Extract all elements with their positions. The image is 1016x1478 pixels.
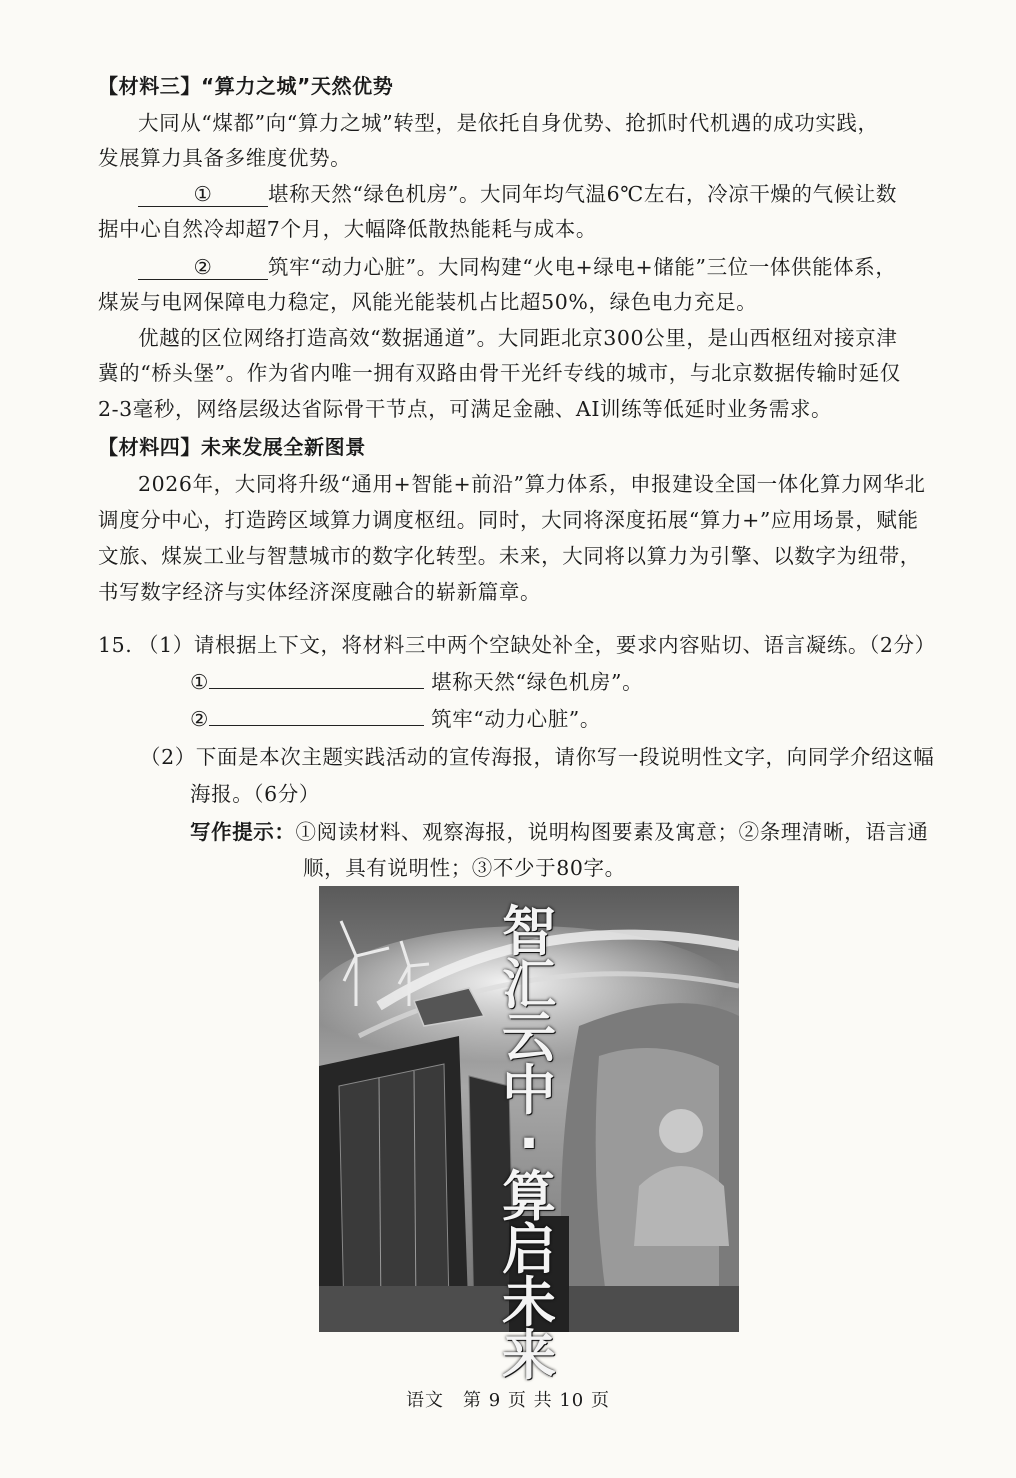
material4-paragraph-line: 2026年，大同将升级“通用+智能+前沿”算力体系，申报建设全国一体化算力网华北	[138, 472, 926, 496]
material3-paragraph-line: 煤炭与电网保障电力稳定，风能光能装机占比超50%，绿色电力充足。	[98, 290, 758, 314]
question-15-part2: 海报。（6分）	[190, 782, 320, 806]
answer-2-text: 筑牢“动力心脏”。	[431, 707, 601, 731]
material3-paragraph-line: 优越的区位网络打造高效“数据通道”。大同距北京300公里，是山西枢纽对接京津	[138, 326, 898, 350]
question-15-part2: （2）下面是本次主题实践活动的宣传海报，请你写一段说明性文字，向同学介绍这幅	[140, 745, 935, 769]
writing-hint-text: ①阅读材料、观察海报，说明构图要素及寓意；②条理清晰，语言通	[295, 820, 929, 844]
material4-paragraph-line: 文旅、煤炭工业与智慧城市的数字化转型。未来，大同将以算力为引擎、以数字为纽带，	[98, 544, 921, 568]
material3-paragraph-line: 冀的“桥头堡”。作为省内唯一拥有双路由骨干光纤专线的城市，与北京数据传输时延仅	[98, 361, 901, 385]
page-footer: 语文 第 9 页 共 10 页	[406, 1390, 610, 1411]
answer-1-marker: ①	[190, 670, 209, 694]
blank-1	[138, 182, 268, 207]
answer-1-blank[interactable]	[209, 688, 424, 689]
blank-2	[138, 255, 268, 280]
blank-2-marker: ②	[193, 255, 213, 279]
material3-heading: 【材料三】“算力之城”天然优势	[98, 74, 394, 98]
writing-hint-line	[190, 817, 929, 847]
material3-paragraph-line: 大同从“煤都”向“算力之城”转型，是依托自身优势、抢抓时代机遇的成功实践，	[138, 111, 879, 135]
material3-blank1-line	[138, 179, 897, 209]
writing-hint-text: 顺，具有说明性；③不少于80字。	[303, 856, 626, 880]
material3-paragraph-text: 堪称天然“绿色机房”。大同年均气温6℃左右，冷凉干燥的气候让数	[268, 182, 898, 206]
poster-title: 智汇云中·算启未来	[502, 900, 556, 1387]
question-15-number: 15.	[98, 633, 133, 657]
answer-1-text: 堪称天然“绿色机房”。	[431, 670, 644, 694]
material3-blank2-line	[138, 252, 896, 282]
material4-heading: 【材料四】未来发展全新图景	[98, 435, 366, 459]
writing-hint-label: 写作提示：	[190, 820, 296, 844]
answer-line-1	[190, 667, 643, 697]
blank-1-marker: ①	[193, 182, 213, 206]
material3-paragraph-line: 据中心自然冷却超7个月，大幅降低散热能耗与成本。	[98, 217, 597, 241]
material3-paragraph-line: 发展算力具备多维度优势。	[98, 146, 352, 170]
answer-2-marker: ②	[190, 707, 209, 731]
material3-paragraph-line: 2-3毫秒，网络层级达省际骨干节点，可满足金融、AI训练等低延时业务需求。	[98, 397, 833, 421]
answer-line-2	[190, 704, 601, 734]
material3-paragraph-text: 筑牢“动力心脏”。大同构建“火电+绿电+储能”三位一体供能体系，	[268, 255, 897, 279]
question-15-part1: （1）请根据上下文，将材料三中两个空缺处补全，要求内容贴切、语言凝练。（2分）	[138, 633, 936, 657]
material4-paragraph-line: 书写数字经济与实体经济深度融合的崭新篇章。	[98, 580, 542, 604]
material4-paragraph-line: 调度分中心，打造跨区域算力调度枢纽。同时，大同将深度拓展“算力+”应用场景，赋能	[98, 508, 919, 532]
answer-2-blank[interactable]	[209, 725, 424, 726]
